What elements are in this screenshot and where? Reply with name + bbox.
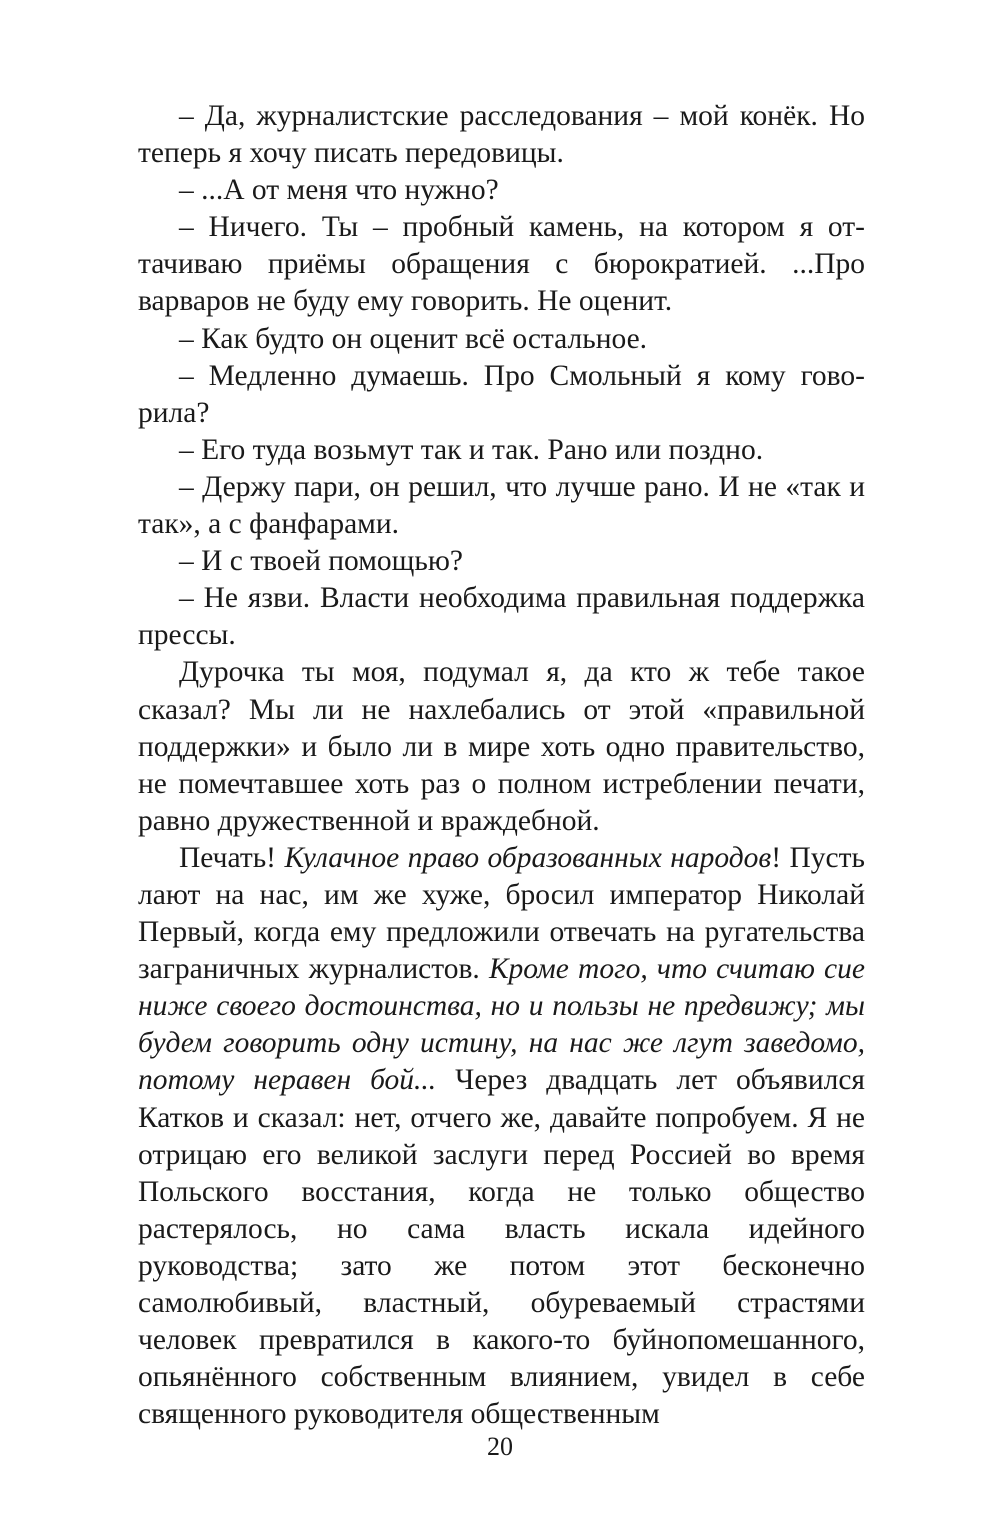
text-run: Через двадцать лет объявился Катков и сказал: нет, отчего же, давайте попробуем. Я не отрицаю его великой заслуги перед Россией во время Польского восстания, когда не только общество растерялось, но сама власть искала идейного руководства; зато же потом этот бесконечно самолюбивый, властный, обуреваемый страстями человек превратился в какого-то буйнопомешанного, опьянённого собственным влиянием, увидел в себе священного руководителя общественным — [138, 1064, 865, 1431]
page-number: 20 — [487, 1432, 513, 1461]
text-run: Печать! — [179, 841, 285, 874]
text-run: – Ничего. Ты – пробный камень, на котором я оттачиваю приёмы обращения с бюрократией. ...Про варваров не буду ему говорить. Не оценит. — [138, 211, 865, 318]
text-run: – Как будто он оценит всё остальное. — [179, 322, 648, 355]
italic-quote: Кулачное право образованных народов — [284, 841, 772, 874]
paragraph — [138, 172, 865, 209]
text-run: Дурочка ты моя, подумал я, да кто ж тебе такое сказал? Мы ли не нахлебались от этой «правильной поддержки» и было ли в мире хоть одно правительство, не помечтавшее хоть раз о полном истреблении печати, равно дружественной и враждебной. — [138, 656, 865, 837]
paragraph — [138, 358, 865, 432]
paragraph — [138, 209, 865, 320]
body-text — [138, 98, 865, 1433]
text-run: – Не язви. Власти необходима правильная поддержка прессы. — [138, 582, 865, 652]
text-run: – Да, журналистские расследования – мой конёк. Но теперь я хочу писать передовицы. — [138, 100, 865, 170]
text-run: – И с твоей помощью? — [179, 545, 463, 578]
italic-quote: Кроме того, что считаю сие ниже своего достоинства, но и пользы не предвижу; мы будем говорить одну истину, на нас же лгут заведомо, потому неравен бой... — [138, 953, 865, 1097]
text-run: – Медленно думаешь. Про Смольный я кому говорила? — [138, 359, 865, 429]
text-run: – Держу пари, он решил, что лучше рано. И не «так и так», а с фанфарами. — [138, 470, 865, 541]
paragraph — [138, 654, 865, 839]
text-run: – ...А от меня что нужно? — [179, 174, 499, 207]
text-run: ! Пусть лают на нас, им же хуже, бросил император Николай Первый, когда ему предложили отвечать на ругательства заграничных журналистов. — [138, 841, 865, 986]
paragraph — [138, 543, 865, 580]
paragraph — [138, 432, 865, 469]
paragraph — [138, 469, 865, 543]
paragraph — [138, 580, 865, 654]
paragraph — [138, 321, 865, 358]
paragraph — [138, 98, 865, 172]
text-run: – Его туда возьмут так и так. Рано или поздно. — [179, 433, 764, 466]
paragraph — [138, 840, 865, 1434]
